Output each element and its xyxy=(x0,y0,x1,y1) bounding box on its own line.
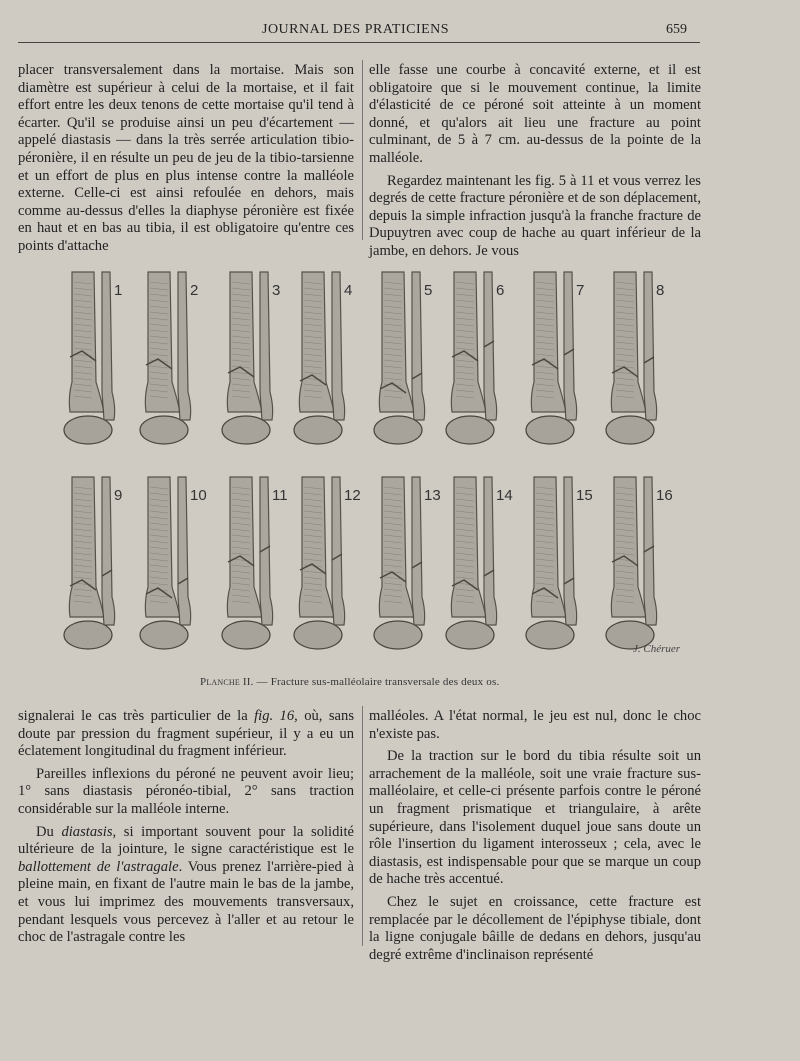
column-bottom-left xyxy=(18,708,354,947)
paragraph: Pareilles inflexions du péroné ne peuvent avoir lieu; 1° sans diastasis péronéo-tibial, 2° sans traction considérable sur la malléole interne. xyxy=(18,765,354,817)
figure-8 xyxy=(600,262,678,452)
figure-4 xyxy=(288,262,366,452)
figure-number: 4 xyxy=(344,282,353,299)
bone-drawing xyxy=(216,262,294,452)
caption-label: Planche II. xyxy=(200,676,254,688)
paragraph: placer transversalement dans la mortaise. Mais son diamètre est supérieur à celui de la mortaise, et il fait effort entre les deux tenons de cette mortaise qu'il tend à écarter. Qu'il se produise ainsi un peu d'écartement — appelé diastasis — dans la très serrée articulation tibio-péronière, il en résulte un peu de jeu de la tibio-tarsienne et un effort de plus en plus intense contre la malléole externe. Celle-ci est ainsi refoulée en dehors, mais comme au-dessus d'elles la diaphyse péronière est fixée en haut et en bas au tibia, il est obligatoire qu'entre ces points d'attache xyxy=(18,62,354,254)
figure-number: 14 xyxy=(496,487,513,504)
text-run: , où, sans doute par pression du fragment supérieur, il y a eu un éclatement longitudinal du fragment inférieur. xyxy=(18,708,354,760)
text-run: signalerai le cas très particulier de la xyxy=(18,708,255,724)
bone-drawing xyxy=(58,467,136,657)
figure-number: 13 xyxy=(424,487,441,504)
figure-6 xyxy=(440,262,518,452)
column-divider-top xyxy=(362,60,363,240)
figure-number: 11 xyxy=(272,487,288,504)
figure-1 xyxy=(58,262,136,452)
figure-number: 16 xyxy=(656,487,673,504)
figure-number: 12 xyxy=(344,487,361,504)
page-number: 659 xyxy=(666,22,687,37)
figure-12 xyxy=(288,467,366,657)
figure-9 xyxy=(58,467,136,657)
bone-drawing xyxy=(368,262,446,452)
artist-signature: J. Chéruer xyxy=(633,643,681,655)
paragraph xyxy=(18,708,354,761)
figure-number: 6 xyxy=(496,282,505,299)
running-title: JOURNAL DES PRATICIENS xyxy=(262,22,450,37)
paragraph: Regardez maintenant les fig. 5 à 11 et vous verrez les degrés de cette fracture péronière et de son déplacement, depuis la simple infraction jusqu'à la franche fracture de Dupuytren avec coup de hache au quart inférieur de la jambe, en dehors. Je vous xyxy=(369,172,701,259)
figure-number: 7 xyxy=(576,282,585,299)
figure-16 xyxy=(600,467,681,657)
text-run: . Vous prenez l'arrière-pied à pleine main, en fixant de l'autre main le bas de la jambe, et vous lui imprimez des mouvements transversaux, pendant lesquels vous percevez à l'aller et au retour le choc de l'astragale contre les xyxy=(18,858,354,946)
text-run: Du xyxy=(36,823,62,840)
figure-5 xyxy=(368,262,446,452)
caption-text: — Fracture sus-malléolaire transversale des deux os. xyxy=(253,676,500,688)
figure-13 xyxy=(368,467,446,657)
figure-14 xyxy=(440,467,518,657)
figure-number: 8 xyxy=(656,282,665,299)
figure-number: 5 xyxy=(424,282,433,299)
italic-term: diastasis xyxy=(61,823,113,840)
paragraph: malléoles. A l'état normal, le jeu est nul, donc le choc n'existe pas. xyxy=(369,708,701,742)
bone-drawing xyxy=(288,262,366,452)
figure-11 xyxy=(216,467,294,657)
figure-number: 15 xyxy=(576,487,593,504)
bone-drawing xyxy=(600,262,678,452)
paragraph: De la traction sur le bord du tibia résulte soit un arrachement de la malléole, soit une vraie fracture sus-malléolaire, et celle-ci présente parfois contre le péroné un fragment prismatique et triangulaire, à arête supérieure, dans l'isolement duquel joue sans doute un rôle l'insertion du ligament interosseux ; cela, avec le diastasis, est indispensable pour que se marque un coup de hache très accentué. xyxy=(369,748,701,888)
header-rule xyxy=(18,42,700,43)
figure-number: 10 xyxy=(190,487,207,504)
bone-drawing xyxy=(440,262,518,452)
paragraph: elle fasse une courbe à concavité externe, et il est obligatoire que si le mouvement continue, la limite d'élasticité de ce péroné soit atteinte à un moment donné, et qu'alors ait lieu une fracture au point culminant, de 5 à 7 cm. au-dessus de la pointe de la malléole. xyxy=(369,62,701,166)
italic-term: ballottement de l'astragale xyxy=(18,858,179,875)
column-top-right xyxy=(369,62,701,261)
paragraph: Chez le sujet en croissance, cette fracture est remplacée par le décollement de l'épiphyse tibiale, dont la ligne conjugale bâille de dedans en dehors, jusqu'au degré extrême d'inclinaison représenté xyxy=(369,893,701,963)
figure-plate xyxy=(30,262,710,672)
paragraph xyxy=(18,824,354,947)
bone-drawing xyxy=(134,262,212,452)
figure-3 xyxy=(216,262,294,452)
column-bottom-right xyxy=(369,708,701,964)
figure-number: 3 xyxy=(272,282,281,299)
plate-caption xyxy=(200,676,499,688)
figure-reference: fig. 16 xyxy=(254,708,295,724)
figure-number: 2 xyxy=(190,282,199,299)
figure-15 xyxy=(520,467,598,657)
bone-drawing xyxy=(520,262,598,452)
figure-7 xyxy=(520,262,598,452)
figure-10 xyxy=(134,467,212,657)
figure-2 xyxy=(134,262,212,452)
figure-number: 1 xyxy=(114,282,123,299)
bone-drawing xyxy=(58,262,136,452)
column-top-left xyxy=(18,62,354,256)
page-header xyxy=(0,22,800,42)
text-run: , si important souvent pour la solidité ultérieure de la jointure, le signe caractéristique est le xyxy=(18,823,354,858)
figure-number: 9 xyxy=(114,487,123,504)
column-divider-bottom xyxy=(362,706,363,946)
